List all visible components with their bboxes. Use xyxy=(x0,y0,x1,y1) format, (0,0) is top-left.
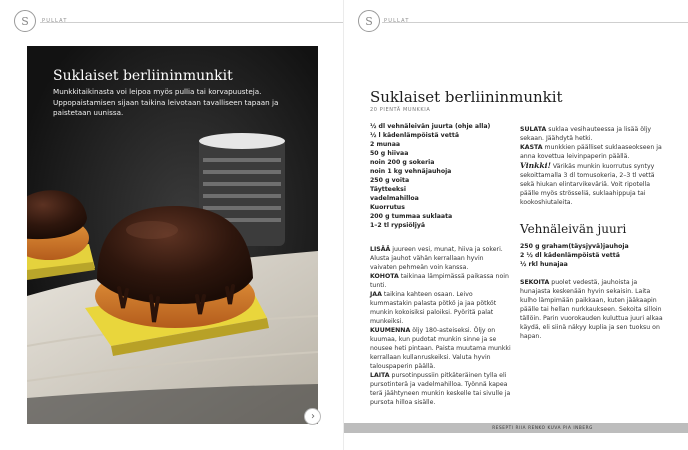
starter-step: SEKOITA puolet vedestä, jauhoista ja hunajasta keskenään hyvin sekaisin. Laita kulho lämpimään paikkaan, kuten jääkaapin päälle tai hellan nurkkaukseen. Sekoita silloin tällöin. Parin vuorokauden kuluttua juuri alkaa käydä, eli siinä näkyy kuplia ja sen tuoksu on hapan. xyxy=(520,279,663,340)
photo-description: Munkkitaikinasta voi leipoa myös pullia tai korvapuusteja. Uppopaistamisen sijaan taikina leivotaan tavalliseen tapaan ja paistetaan uunissa. xyxy=(53,87,279,117)
starter-ingredient-list xyxy=(520,242,664,269)
method-step: KASTA munkkien päälliset suklaaseokseen ja anna kovettua leivinpaperin päällä. xyxy=(520,144,662,160)
ingredient-item: 2 ½ dl kädenlämpöistä vettä xyxy=(520,252,620,259)
recipe-title: Suklaiset berliininmunkit xyxy=(370,88,563,106)
section-tag-right: PULLAT xyxy=(384,18,410,24)
method-step: SULATA suklaa vesihauteessa ja lisää öljy sekaan. Jäähdytä hetki. xyxy=(520,126,652,142)
ingredient-item: ½ rkl hunajaa xyxy=(520,261,568,268)
header-rule-right xyxy=(382,22,688,23)
ingredient-item: 2 munaa xyxy=(370,141,401,148)
header-rule xyxy=(40,22,344,23)
method-step: KUUMENNA öljy 180-asteiseksi. Öljy on kuumaa, kun pudotat munkin sinne ja se nousee heti pintaan. Paista muutama munkki kerrallaan kullanruskeiksi. Valuta hyvin talouspaperin päällä. xyxy=(370,327,511,370)
credit-bar xyxy=(344,423,688,433)
tip-lead: Vinkki! xyxy=(520,161,551,170)
ingredient-item: ½ dl vehnäleivän juurta (ohje alla) xyxy=(370,123,491,130)
method-steps xyxy=(370,245,512,407)
recipe-column-1 xyxy=(370,122,512,407)
ingredient-item: Kuorrutus xyxy=(370,204,405,211)
method-step: KOHOTA taikinaa lämpimässä paikassa noin tunti. xyxy=(370,273,509,289)
magazine-logo-icon: S xyxy=(14,10,36,32)
ingredient-item: Täytteeksi xyxy=(370,186,406,193)
tip-text: Värikäs munkin kuorrutus syntyy sekoittamalla 3 dl tomusokeria, 2–3 tl vettä sekä hiukan elintarvikeväriä. Voit ripotella päälle myös strösseliä, suklaahippuja tai kookoshiutaleita. xyxy=(520,163,655,206)
credit-text: RESEPTI RIIA RENKO KUVA PIA INBERG xyxy=(492,425,593,430)
method-step: LISÄÄ juureen vesi, munat, hiiva ja sokeri. Alusta jauhot vähän kerrallaan hyvin vaivaten pehmeän voin kanssa. xyxy=(370,246,503,271)
chevron-right-icon: › xyxy=(311,410,315,422)
photo-title: Suklaiset berliininmunkit xyxy=(53,68,233,84)
tip-box xyxy=(520,161,664,207)
section-tag: PULLAT xyxy=(42,18,68,24)
ingredient-item: 250 g voita xyxy=(370,177,410,184)
ingredient-item: noin 1 kg vehnäjauhoja xyxy=(370,168,452,175)
ingredient-item: vadelmahilloa xyxy=(370,195,419,202)
recipe-column-2 xyxy=(520,125,664,341)
ingredient-item: ½ l kädenlämpöistä vettä xyxy=(370,132,459,139)
method-step: LAITA pursotinpussiin pitkäteräinen tylla eli pursotinterä ja vadelmahilloa. Työnnä kapea terä jäähtyneen munkin keskelle tai sivulle ja pursota hilloa sisälle. xyxy=(370,372,511,406)
ingredient-item: 50 g hiivaa xyxy=(370,150,409,157)
next-page-button[interactable] xyxy=(304,408,321,425)
ingredient-list xyxy=(370,122,512,230)
ingredient-item: 200 g tummaa suklaata xyxy=(370,213,453,220)
right-page xyxy=(344,0,688,450)
recipe-yield: 20 PIENTÄ MUNKKIA xyxy=(370,107,431,113)
magazine-logo-icon-right: S xyxy=(358,10,380,32)
ingredient-item: noin 200 g sokeria xyxy=(370,159,435,166)
ingredient-item: 1–2 tl rypsiöljyä xyxy=(370,222,426,229)
starter-title: Vehnäleivän juuri xyxy=(520,222,627,236)
method-step: JAA taikina kahteen osaan. Leivo kummastakin palasta pötkö ja jaa pötköt munkin kokoisiksi paloiksi. Pyöritä palat munkeiksi. xyxy=(370,291,497,325)
ingredient-item: 250 g graham(täysjyvä)jauhoja xyxy=(520,243,629,250)
donut-photo xyxy=(27,46,318,424)
